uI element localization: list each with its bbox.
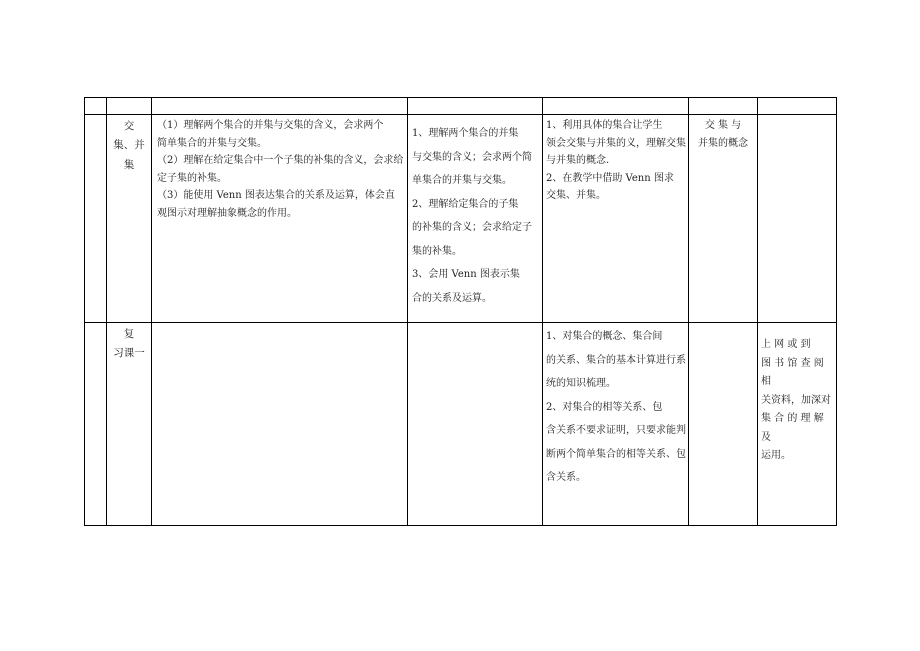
extension-cell: 上 网 或 到 图 书 馆 查 阅 相 关资料，加深对 集 合 的 理 解 及 运用。 (761, 339, 831, 461)
lesson-title-cell: 交 集、并 集 (113, 120, 145, 171)
key-points-cell: 交 集 与 并集的概念 (698, 120, 748, 149)
objectives-cell (157, 325, 404, 520)
table-border-bottom (84, 525, 837, 526)
requirements-cell: 1、理解两个集合的并集 与交集的含义；会求两个简 单集合的并集与交集。 2、理解给定集合的子集 的补集的含义；会求给定子 集的补集。 3、会用 Venn 图表示集 合的关系及运算。 (412, 128, 532, 304)
table-col-rule-3 (407, 97, 408, 526)
table-rule-header (84, 114, 837, 115)
teaching-advice-cell: 1、对集合的概念、集合间 的关系、集合的基本计算进行系 统的知识梳理。 2、对集合的相等关系、包 含关系不要求证明，只要求能判 断两个简单集合的相等关系、包 含关系。 (546, 331, 686, 483)
extension-cell (761, 117, 833, 317)
table-border-top (84, 97, 837, 98)
table-border-left (84, 97, 85, 526)
table-col-rule-5 (688, 97, 689, 526)
lesson-title-cell: 复 习课一 (113, 328, 145, 360)
objectives-cell: （1）理解两个集合的并集与交集的含义，会求两个 简单集合的并集与交集。 （2）理解在给定集合中一个子集的补集的含义，会求给 定子集的补集。 （3）能使用 Venn 图表达集合的关系及运算，体会直 观图示对理解抽象概念的作用。 (157, 120, 404, 219)
table-col-rule-6 (757, 97, 758, 526)
requirements-cell (412, 325, 540, 520)
table-col-rule-4 (542, 97, 543, 526)
table-border-right (836, 97, 837, 526)
table-col-rule-1 (106, 97, 107, 526)
table-col-rule-2 (151, 97, 152, 526)
teaching-advice-cell: 1、利用具体的集合让学生 领会交集与并集的义，理解交集 与并集的概念. 2、在教学中借助 Venn 图求 交集、并集。 (546, 120, 686, 201)
table-rule-row1 (84, 322, 837, 323)
key-points-cell (691, 325, 755, 520)
